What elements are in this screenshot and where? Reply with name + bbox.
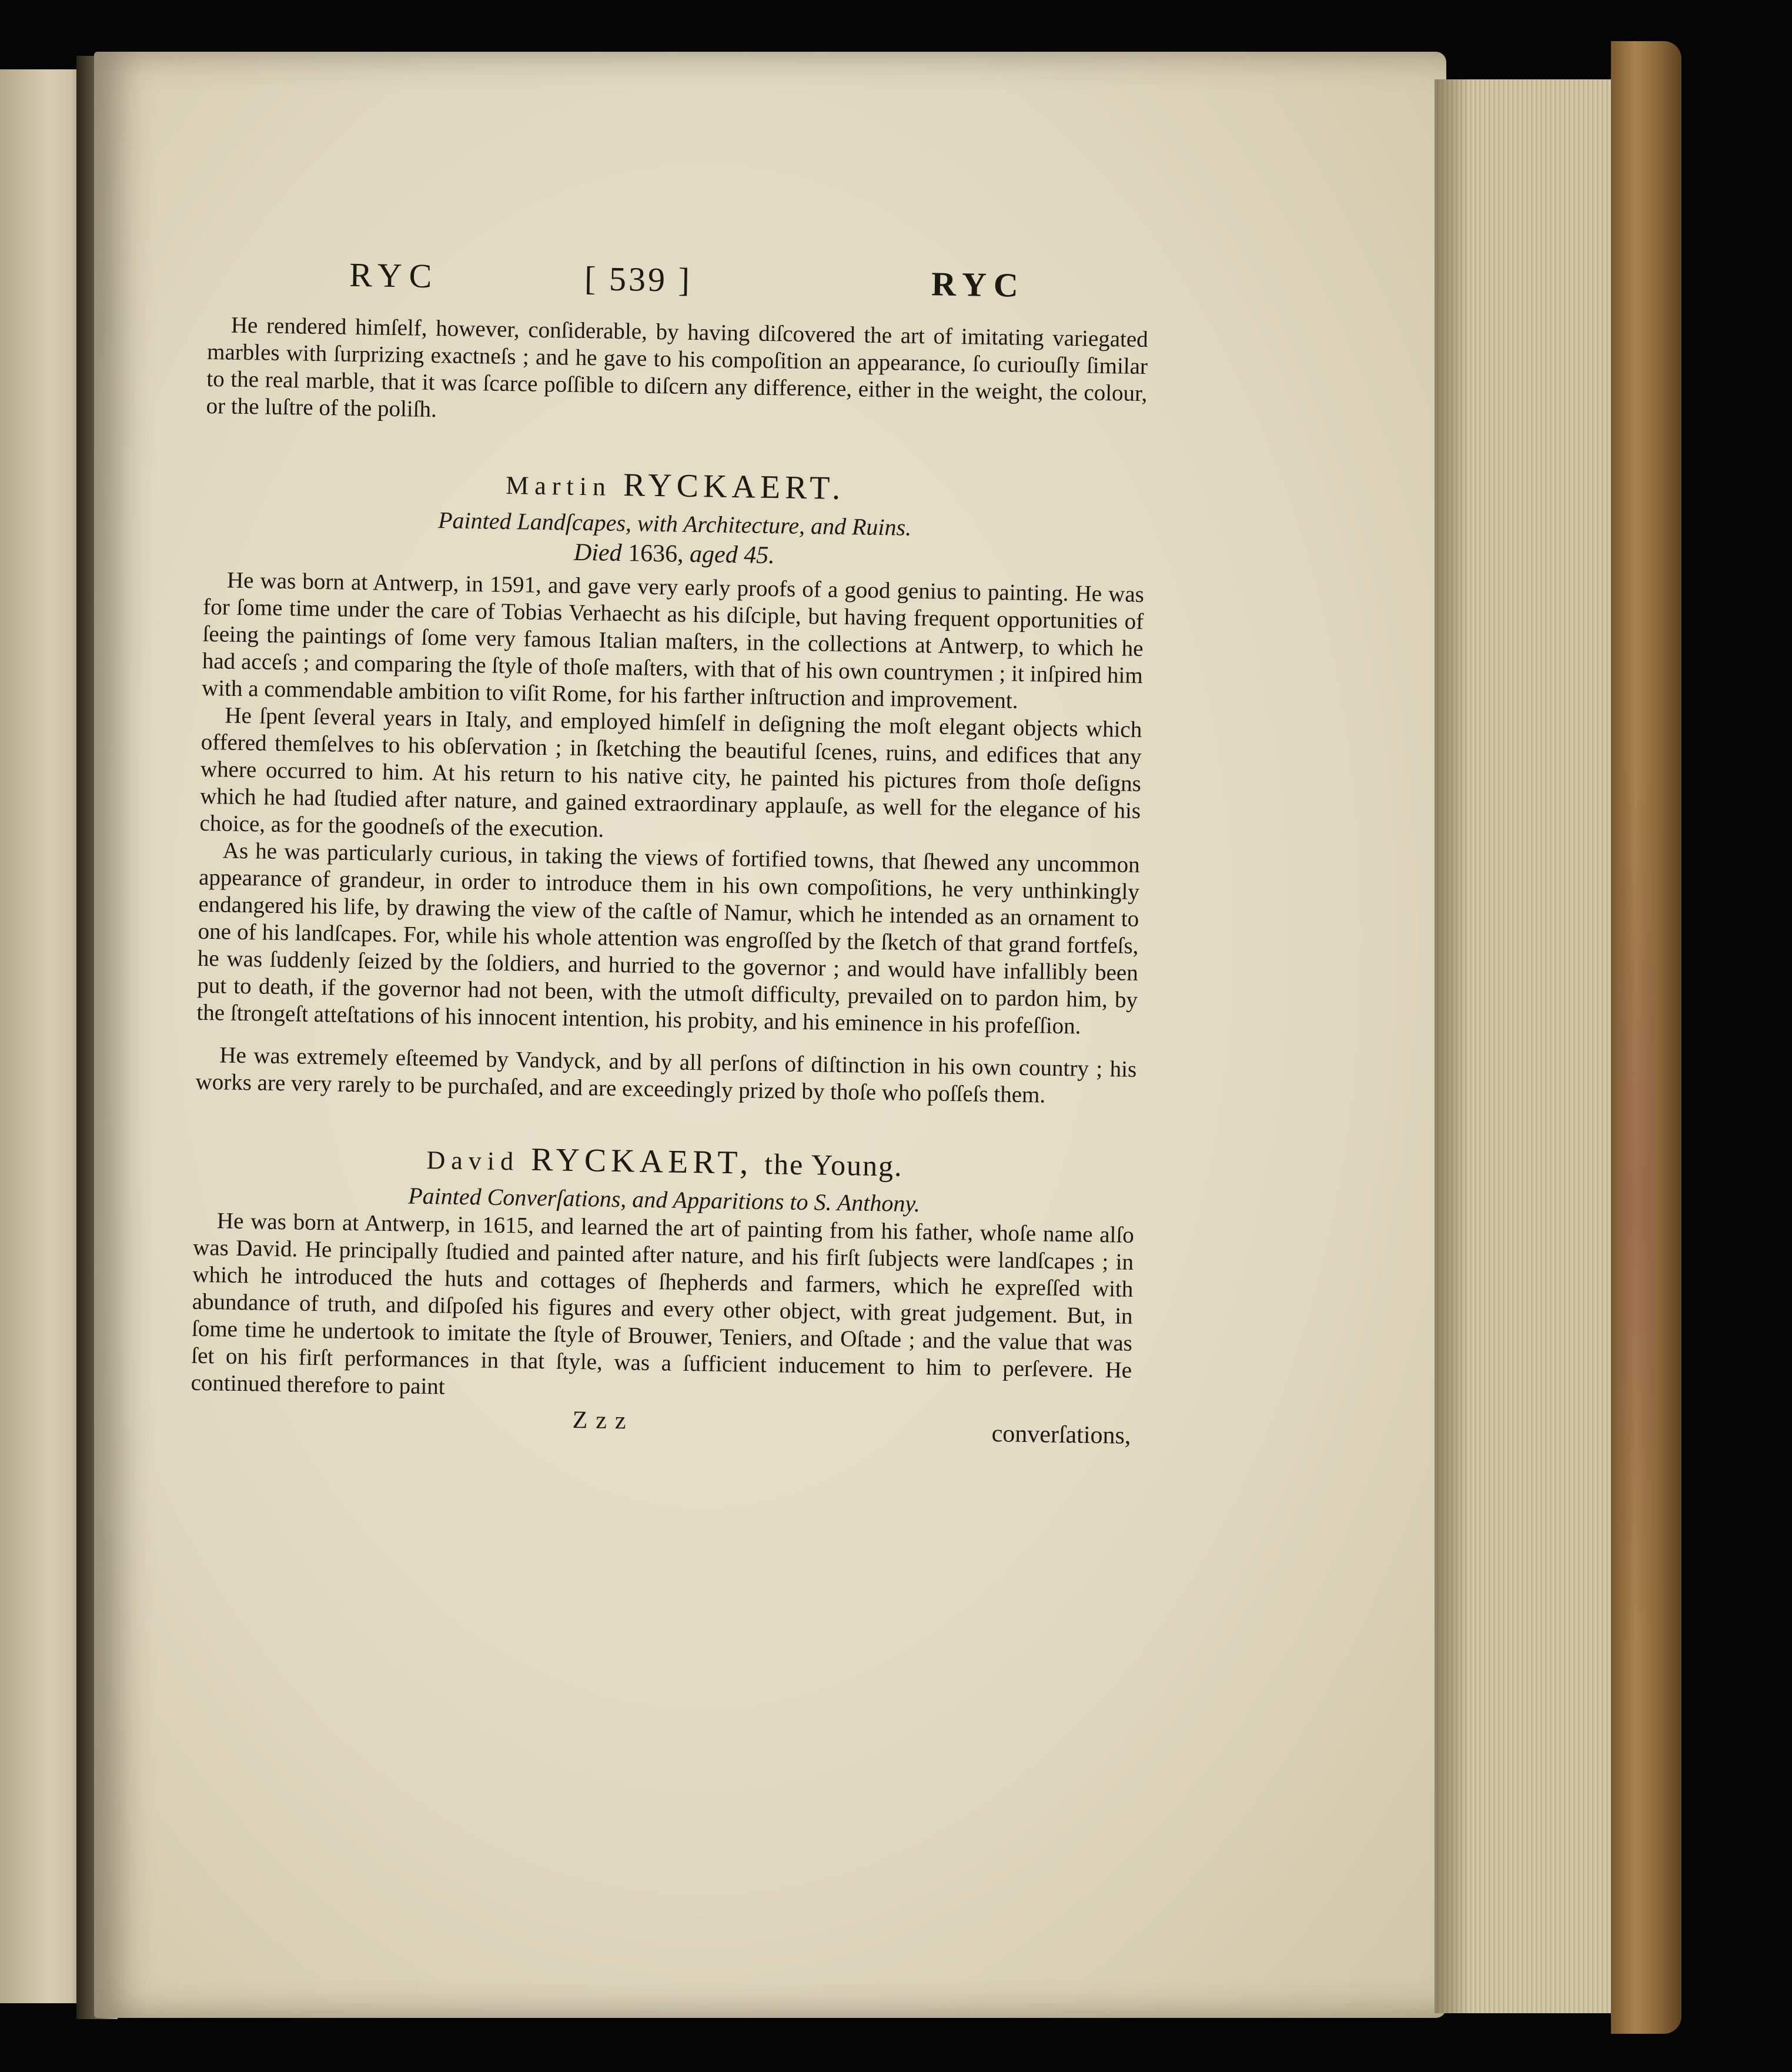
entry-suffix: the Young.	[764, 1147, 904, 1183]
catchword: converſations,	[991, 1420, 1131, 1450]
running-head-right: RYC	[931, 265, 1026, 304]
died-year: 1636,	[627, 540, 684, 568]
entry-painted: Painted Landſcapes, with Architecture, and Ruins.	[437, 507, 912, 541]
intro-paragraph-text: He rendered himſelf, however, conſiderable, by having diſcovered the art of imitating variegated marbles with ſurprizing exactneſs ; and he gave to his compoſition an appearance, ſo curiouſly ſimilar to the real marble, that it was ſcarce poſſible to diſcern any difference, either in the weight, the colour, or the luſtre of the poliſh.	[206, 312, 1149, 423]
running-head-left: RYC	[349, 255, 439, 296]
entry-first-name: Martin	[505, 470, 612, 501]
paragraph-text: He was extremely eſteemed by Vandyck, and by all perſons of diſtinction in his own country ; his works are very rarely to be purchaſed, and are exceedingly prized by thoſe who poſſeſs them.	[195, 1042, 1137, 1108]
paragraph	[196, 837, 1140, 1041]
paragraph-text: As he was particularly curious, in taking the views of fortified towns, that ſhewed any uncommon appearance of grandeur, in order to introduce them in his own compoſitions, he very unthinkingly endangered his life, by drawing the view of the caſtle of Namur, which he intended as an ornament to one of his landſcapes. For, while his whole attention was engroſſed by the ſketch of that grand fortfeſs, he was ſuddenly ſeized by the ſoldiers, and hurried to the governor ; and would have infallibly been put to death, if the governor had not been, with the utmoſt difficulty, prevailed on to pardon him, by the ſtrongeſt atteſtations of his innocent intention, his probity, and his eminence in his profeſſion.	[196, 838, 1141, 1039]
entry-surname: RYCKAERT.	[623, 467, 845, 507]
facing-page-edge	[0, 69, 88, 2003]
paragraph	[202, 567, 1144, 717]
died-label: Died	[573, 538, 623, 567]
died-age: aged 45.	[689, 540, 775, 570]
cover-stain	[1620, 764, 1655, 1646]
page-number: [ 539 ]	[584, 259, 693, 299]
signature-mark: Zzz	[572, 1406, 635, 1435]
paragraph	[190, 1207, 1134, 1411]
page-text	[190, 247, 1149, 1456]
entry-first-name: David	[426, 1146, 520, 1176]
paragraph-text: He was born at Antwerp, in 1615, and learned the art of painting from his father, whoſe name alſo was David. He principally ſtudied and painted after nature, and his firſt ſubjects were landſcapes ; in which he introduced the huts and cottages of ſhepherds and farmers, which he expreſſed with abundance of truth, and diſpoſed his figures and every other object, with great judgement. But, in ſome time he undertook to imitate the ſtyle of Brouwer, Teniers, and Oſtade ; and the value that was ſet on his firſt performances in that ſtyle, was a ſufficient inducement to him to perſevere. He continued therefore to paint	[190, 1208, 1135, 1400]
paragraph	[199, 702, 1142, 852]
intro-paragraph	[206, 312, 1148, 434]
page-edges-shadow	[1435, 79, 1470, 2013]
entry-painted: Painted Converſations, and Apparitions to S. Anthony.	[407, 1182, 921, 1217]
entry-surname: RYCKAERT,	[530, 1141, 753, 1181]
paragraph-text: He ſpent ſeveral years in Italy, and employed himſelf in deſigning the moſt elegant objects which offered themſelves to his obſervation ; in ſketching the beautiful ſcenes, ruins, and edifices that any where occurred to him. At his return to his native city, he painted his pictures from thoſe deſigns which he had ſtudied after nature, and gained extraordinary applauſe, as well for the elegance of his choice, as for the goodneſs of the execution.	[199, 702, 1142, 842]
paragraph-text: He was born at Antwerp, in 1591, and gave very early proofs of a good genius to painting. He was for ſome time under the care of Tobias Verhaecht as his diſciple, but having frequent opportunities of ſeeing the paintings of ſome very famous Italian maſters, in the collections at Antwerp, to which he had acceſs ; and comparing the ſtyle of thoſe maſters, with that of his own countrymen ; it inſpired him with a commendable ambition to viſit Rome, for his farther inſtruction and improvement.	[201, 567, 1145, 714]
